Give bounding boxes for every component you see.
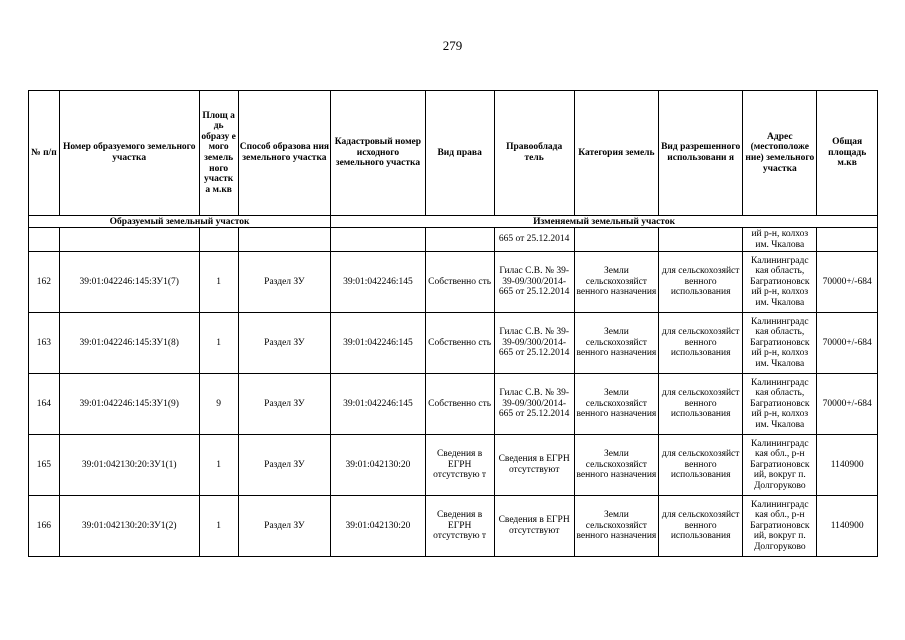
cell-right-type: Сведения в ЕГРН отсутствую т	[425, 496, 494, 557]
header-row	[29, 91, 878, 216]
section-formed-parcel: Образуемый земельный участок	[29, 216, 331, 228]
cell-parcel-id: 39:01:042246:145:ЗУ1(9)	[59, 374, 199, 435]
cell-source-cad: 39:01:042246:145	[331, 313, 426, 374]
header-method: Способ образова ния земельного участка	[238, 91, 331, 216]
continuation-address: ий р-н, колхоз им. Чкалова	[743, 228, 817, 252]
header-right-type: Вид права	[425, 91, 494, 216]
cell-area: 1	[199, 496, 238, 557]
cell-category: Земли сельскохозяйст венного назначения	[574, 496, 658, 557]
continuation-owner: 665 от 25.12.2014	[494, 228, 574, 252]
cell-category: Земли сельскохозяйст венного назначения	[574, 252, 658, 313]
cell-method: Раздел ЗУ	[238, 374, 331, 435]
cell-address: Калининградс кая область, Багратионовск ий р-н, колхоз им. Чкалова	[743, 313, 817, 374]
table-row	[29, 496, 878, 557]
cell-owner: Гилас С.В. № 39-39-09/300/2014-665 от 25.12.2014	[494, 313, 574, 374]
cell-parcel-id: 39:01:042246:145:ЗУ1(7)	[59, 252, 199, 313]
table-row	[29, 374, 878, 435]
section-row	[29, 216, 878, 228]
header-total-area: Общая площадь м.кв	[817, 91, 878, 216]
header-permitted-use: Вид разрешенного использовани я	[659, 91, 743, 216]
land-parcel-table	[28, 90, 878, 557]
cell-num: 166	[29, 496, 60, 557]
cell-right-type: Собственно сть	[425, 374, 494, 435]
cell-method: Раздел ЗУ	[238, 252, 331, 313]
cell-source-cad: 39:01:042130:20	[331, 496, 426, 557]
cell-permitted-use: для сельскохозяйст венного использования	[659, 252, 743, 313]
cell-total-area: 1140900	[817, 496, 878, 557]
cell-parcel-id: 39:01:042246:145:ЗУ1(8)	[59, 313, 199, 374]
table-row	[29, 313, 878, 374]
cell-total-area: 70000+/-684	[817, 374, 878, 435]
cell-address: Калининградс кая обл., р-н Багратионовск ий, вокруг п. Долгоруково	[743, 435, 817, 496]
cell-permitted-use: для сельскохозяйст венного использования	[659, 374, 743, 435]
header-address: Адрес (местоположе ние) земельного участка	[743, 91, 817, 216]
section-changed-parcel: Изменяемый земельный участок	[331, 216, 878, 228]
header-area: Площ а дь образу е мого земель ного участк а м.кв	[199, 91, 238, 216]
header-num: № п/п	[29, 91, 60, 216]
cell-source-cad: 39:01:042130:20	[331, 435, 426, 496]
cell-owner: Гилас С.В. № 39-39-09/300/2014-665 от 25.12.2014	[494, 374, 574, 435]
cell-total-area: 70000+/-684	[817, 313, 878, 374]
cell-num: 162	[29, 252, 60, 313]
header-category: Категория земель	[574, 91, 658, 216]
page-number: 279	[442, 38, 463, 53]
header-new-parcel-id: Номер образуемого земельного участка	[59, 91, 199, 216]
cell-parcel-id: 39:01:042130:20:ЗУ1(2)	[59, 496, 199, 557]
cell-owner: Сведения в ЕГРН отсутствуют	[494, 496, 574, 557]
cell-area: 1	[199, 252, 238, 313]
cell-category: Земли сельскохозяйст венного назначения	[574, 374, 658, 435]
cell-permitted-use: для сельскохозяйст венного использования	[659, 313, 743, 374]
cell-source-cad: 39:01:042246:145	[331, 374, 426, 435]
header-owner: Правооблада тель	[494, 91, 574, 216]
cell-parcel-id: 39:01:042130:20:ЗУ1(1)	[59, 435, 199, 496]
table-row	[29, 435, 878, 496]
continuation-row	[29, 228, 878, 252]
cell-method: Раздел ЗУ	[238, 435, 331, 496]
cell-permitted-use: для сельскохозяйст венного использования	[659, 435, 743, 496]
cell-category: Земли сельскохозяйст венного назначения	[574, 435, 658, 496]
cell-area: 1	[199, 435, 238, 496]
cell-right-type: Сведения в ЕГРН отсутствую т	[425, 435, 494, 496]
cell-total-area: 70000+/-684	[817, 252, 878, 313]
cell-address: Калининградс кая обл., р-н Багратионовск ий, вокруг п. Долгоруково	[743, 496, 817, 557]
cell-num: 163	[29, 313, 60, 374]
cell-owner: Гилас С.В. № 39-39-09/300/2014-665 от 25.12.2014	[494, 252, 574, 313]
cell-address: Калининградс кая область, Багратионовск ий р-н, колхоз им. Чкалова	[743, 374, 817, 435]
cell-owner: Сведения в ЕГРН отсутствуют	[494, 435, 574, 496]
cell-category: Земли сельскохозяйст венного назначения	[574, 313, 658, 374]
cell-address: Калининградс кая область, Багратионовск ий р-н, колхоз им. Чкалова	[743, 252, 817, 313]
table-row	[29, 252, 878, 313]
cell-right-type: Собственно сть	[425, 313, 494, 374]
cell-num: 165	[29, 435, 60, 496]
cell-area: 1	[199, 313, 238, 374]
header-source-cad: Кадастровый номер исходного земельного участка	[331, 91, 426, 216]
cell-total-area: 1140900	[817, 435, 878, 496]
cell-source-cad: 39:01:042246:145	[331, 252, 426, 313]
cell-method: Раздел ЗУ	[238, 313, 331, 374]
cell-area: 9	[199, 374, 238, 435]
cell-num: 164	[29, 374, 60, 435]
cell-method: Раздел ЗУ	[238, 496, 331, 557]
cell-right-type: Собственно сть	[425, 252, 494, 313]
cell-permitted-use: для сельскохозяйст венного использования	[659, 496, 743, 557]
